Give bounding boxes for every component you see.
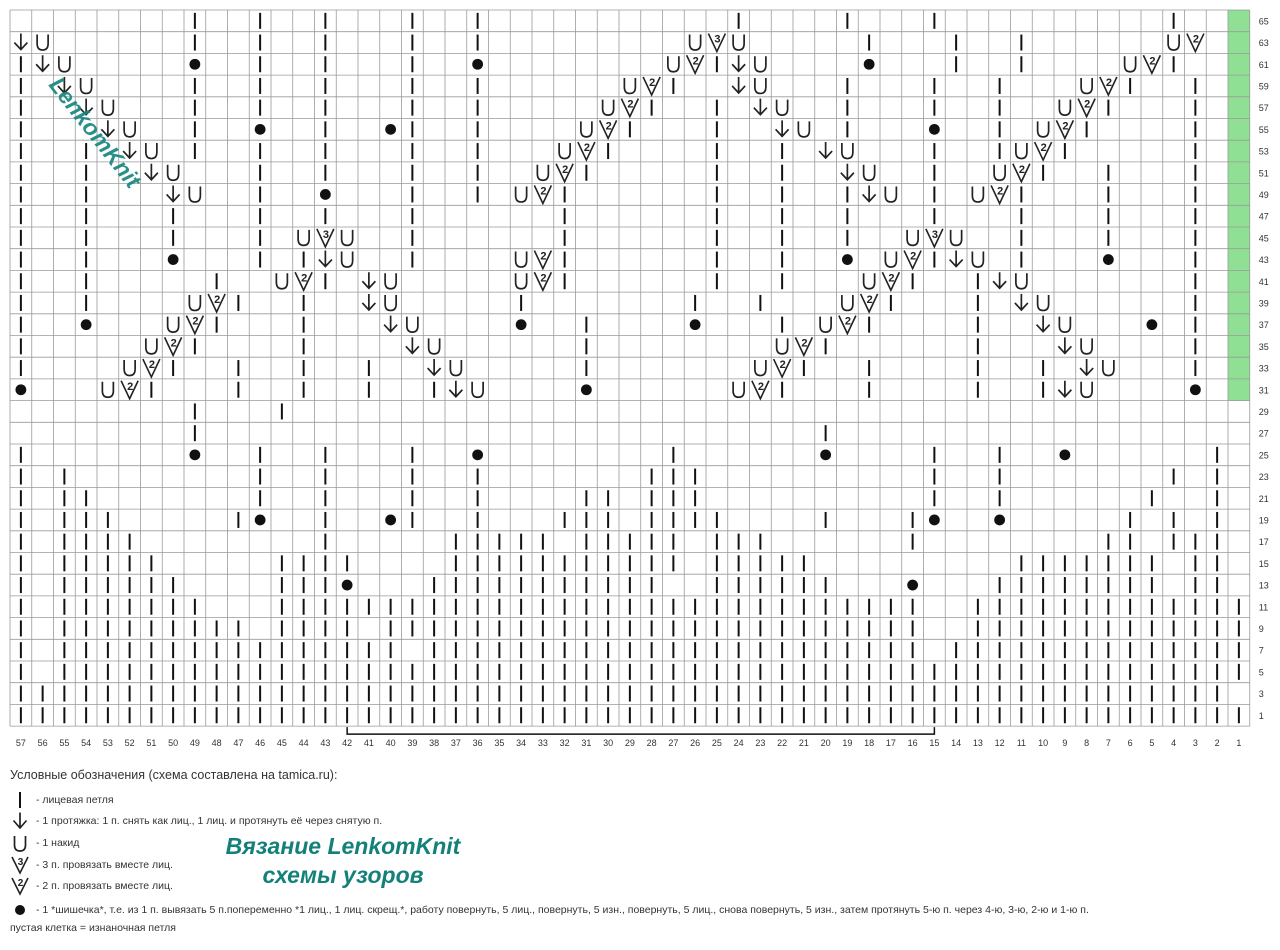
slip-arrow-symbol — [776, 120, 789, 136]
column-number: 18 — [864, 738, 875, 749]
yarn-over-symbol — [755, 56, 766, 72]
column-number: 52 — [124, 738, 135, 749]
row-number: 23 — [1258, 472, 1269, 483]
row-number: 25 — [1258, 450, 1269, 461]
bobble-symbol — [189, 449, 200, 460]
k2tog-icon — [10, 876, 30, 896]
column-number: 42 — [342, 738, 353, 749]
slip-arrow-symbol — [1058, 381, 1071, 397]
slip-arrow-symbol — [1058, 337, 1071, 353]
column-number: 53 — [102, 738, 113, 749]
column-number: 36 — [472, 738, 483, 749]
column-number: 25 — [711, 738, 722, 749]
column-number: 56 — [37, 738, 48, 749]
legend-title: Условные обозначения (схема составлена на tamica.ru): — [10, 768, 338, 782]
yarn-over-symbol — [168, 317, 179, 333]
bobble-symbol — [189, 59, 200, 70]
slip-arrow-symbol — [1080, 359, 1093, 375]
column-number: 57 — [15, 738, 26, 749]
bobble-symbol — [581, 384, 592, 395]
slip-arrow-symbol — [732, 55, 745, 71]
decrease-number: 2 — [801, 337, 808, 350]
slip-arrow-symbol — [384, 316, 397, 332]
column-number: 44 — [298, 738, 309, 749]
yarn-over-symbol — [885, 186, 896, 202]
bobble-symbol — [864, 59, 875, 70]
slip-arrow-symbol — [36, 55, 49, 71]
column-number: 9 — [1062, 738, 1068, 749]
slip-arrow-symbol — [754, 99, 767, 115]
column-number: 8 — [1084, 738, 1090, 749]
decrease-number: 2 — [1192, 33, 1199, 46]
slip-arrow-symbol — [449, 381, 462, 397]
row-number: 59 — [1258, 81, 1269, 92]
yarn-over-symbol — [1081, 78, 1092, 94]
slip-arrow-symbol — [14, 34, 27, 50]
decrease-number: 2 — [627, 98, 634, 111]
bobble-symbol — [929, 124, 940, 135]
bobble-symbol — [15, 384, 26, 395]
column-number: 48 — [211, 738, 222, 749]
svg-text:3: 3 — [17, 857, 24, 868]
column-number: 33 — [537, 738, 548, 749]
decrease-number: 2 — [866, 293, 873, 306]
decrease-number: 2 — [1062, 120, 1069, 133]
row-number: 27 — [1258, 428, 1269, 439]
column-number: 16 — [907, 738, 918, 749]
yarn-over-symbol — [755, 78, 766, 94]
yarn-over-symbol — [972, 186, 983, 202]
yarn-over-icon — [10, 833, 30, 853]
row-number: 13 — [1258, 580, 1269, 591]
yarn-over-symbol — [168, 165, 179, 181]
yarn-over-symbol — [102, 382, 113, 398]
bobble-icon — [10, 900, 30, 920]
column-number: 47 — [233, 738, 244, 749]
row-number: 1 — [1258, 710, 1264, 721]
bobble-symbol — [690, 319, 701, 330]
brand-caption — [206, 832, 480, 890]
slip-arrow-symbol — [950, 251, 963, 267]
yarn-over-symbol — [124, 360, 135, 376]
bobble-symbol — [842, 254, 853, 265]
bobble-symbol — [994, 515, 1005, 526]
yarn-over-symbol — [994, 165, 1005, 181]
column-number: 12 — [994, 738, 1005, 749]
legend-text: - 1 протяжка: 1 п. снять как лиц., 1 лиц. и протянуть её через снятую п. — [36, 815, 383, 827]
yarn-over-symbol — [733, 382, 744, 398]
row-number: 17 — [1258, 537, 1269, 548]
legend-text: - 2 п. провязать вместе лиц. — [36, 880, 173, 892]
decrease-number: 2 — [605, 120, 612, 133]
yarn-over-symbol — [1081, 382, 1092, 398]
bobble-symbol — [1059, 449, 1070, 460]
column-number: 50 — [168, 738, 179, 749]
bobble-symbol — [255, 515, 266, 526]
column-number: 2 — [1214, 738, 1220, 749]
column-number: 14 — [951, 738, 962, 749]
yarn-over-symbol — [842, 295, 853, 311]
bobble-symbol — [472, 449, 483, 460]
yarn-over-symbol — [342, 230, 353, 246]
column-number: 30 — [603, 738, 614, 749]
legend-item-yarnover — [10, 833, 79, 853]
column-number: 54 — [81, 738, 92, 749]
yarn-over-symbol — [146, 143, 157, 159]
row-number: 55 — [1258, 124, 1269, 135]
yarn-over-symbol — [124, 121, 135, 137]
decrease-number: 3 — [714, 33, 721, 46]
decrease-number: 2 — [844, 315, 851, 328]
row-number: 35 — [1258, 341, 1269, 352]
yarn-over-symbol — [559, 143, 570, 159]
yarn-over-symbol — [864, 165, 875, 181]
yarn-over-symbol — [429, 338, 440, 354]
yarn-over-symbol — [516, 273, 527, 289]
row-number: 3 — [1258, 689, 1264, 700]
decrease-number: 2 — [1105, 76, 1112, 89]
slip-arrow-symbol — [167, 185, 180, 201]
decrease-number: 2 — [170, 337, 177, 350]
row-number: 39 — [1258, 298, 1269, 309]
decrease-number: 2 — [649, 76, 656, 89]
yarn-over-symbol — [276, 273, 287, 289]
bobble-symbol — [516, 319, 527, 330]
yarn-over-symbol — [733, 35, 744, 51]
row-number: 63 — [1258, 38, 1269, 49]
knit-symbol-icon — [10, 790, 30, 810]
yarn-over-symbol — [450, 360, 461, 376]
yarn-over-symbol — [603, 100, 614, 116]
decrease-number: 2 — [1040, 142, 1047, 155]
bobble-symbol — [472, 59, 483, 70]
yarn-over-symbol — [472, 382, 483, 398]
row-number: 21 — [1258, 493, 1269, 504]
decrease-number: 2 — [192, 315, 199, 328]
decrease-number: 2 — [583, 142, 590, 155]
column-numbers — [16, 738, 1242, 748]
column-number: 27 — [668, 738, 679, 749]
yarn-over-symbol — [1059, 317, 1070, 333]
column-number: 7 — [1105, 738, 1111, 749]
column-number: 3 — [1192, 738, 1198, 749]
row-number: 53 — [1258, 146, 1269, 157]
column-number: 24 — [733, 738, 744, 749]
yarn-over-symbol — [516, 186, 527, 202]
yarn-over-symbol — [1081, 338, 1092, 354]
stitch-symbols — [14, 13, 1239, 723]
column-number: 49 — [189, 738, 200, 749]
row-number: 65 — [1258, 16, 1269, 27]
decrease-number: 3 — [322, 228, 329, 241]
yarn-over-symbol — [516, 252, 527, 267]
column-number: 40 — [385, 738, 396, 749]
column-number: 55 — [59, 738, 70, 749]
yarn-over-symbol — [1038, 121, 1049, 137]
decrease-number: 2 — [301, 272, 308, 285]
yarn-over-symbol — [537, 165, 548, 181]
decrease-number: 2 — [1149, 55, 1156, 68]
k3tog-icon — [10, 855, 30, 875]
yarn-over-symbol — [298, 230, 309, 246]
column-number: 20 — [820, 738, 831, 749]
slip-arrow-symbol — [863, 185, 876, 201]
slip-arrow-symbol — [841, 164, 854, 180]
brand-line-1: Вязание LenkomKnit — [225, 833, 461, 859]
legend-text: - 3 п. провязать вместе лиц. — [36, 859, 173, 871]
bobble-symbol — [342, 580, 353, 591]
column-number: 38 — [429, 738, 440, 749]
row-number: 33 — [1258, 363, 1269, 374]
legend-item-knit — [10, 790, 114, 810]
bobble-symbol — [1103, 254, 1114, 265]
yarn-over-symbol — [951, 230, 962, 246]
column-number: 21 — [798, 738, 809, 749]
column-number: 22 — [777, 738, 788, 749]
slip-arrow-symbol — [319, 251, 332, 267]
slip-arrow-symbol — [362, 272, 375, 288]
decrease-number: 2 — [757, 380, 764, 393]
yarn-over-symbol — [624, 78, 635, 94]
legend-text: пустая клетка = изнаночная петля — [10, 922, 176, 934]
decrease-number: 2 — [997, 185, 1004, 198]
decrease-number: 2 — [562, 163, 569, 176]
yarn-over-symbol — [1059, 100, 1070, 116]
slip-arrow-symbol — [428, 359, 441, 375]
column-number: 4 — [1171, 738, 1177, 749]
yarn-over-symbol — [1016, 273, 1027, 289]
yarn-over-symbol — [820, 317, 831, 333]
column-number: 43 — [320, 738, 331, 749]
row-number: 61 — [1258, 59, 1269, 70]
yarn-over-symbol — [407, 317, 418, 333]
slip-arrow-symbol — [819, 142, 832, 158]
row-number: 9 — [1258, 623, 1264, 634]
row-number: 11 — [1258, 602, 1269, 613]
yarn-over-symbol — [385, 295, 396, 311]
column-number: 34 — [516, 738, 527, 749]
slip-arrow-symbol — [732, 77, 745, 93]
decrease-number: 2 — [214, 293, 221, 306]
decrease-number: 2 — [540, 272, 547, 285]
yarn-over-symbol — [668, 56, 679, 72]
row-number: 57 — [1258, 103, 1269, 114]
yarn-over-symbol — [37, 35, 48, 51]
row-number: 7 — [1258, 645, 1264, 656]
row-number: 5 — [1258, 667, 1264, 678]
column-number: 10 — [1038, 738, 1049, 749]
decrease-number: 2 — [692, 55, 699, 68]
legend-text: - 1 накид — [36, 837, 80, 849]
row-numbers — [1259, 16, 1269, 720]
column-number: 41 — [363, 738, 374, 749]
column-number: 26 — [690, 738, 701, 749]
decrease-number: 2 — [888, 272, 895, 285]
row-number: 51 — [1258, 168, 1269, 179]
yarn-over-symbol — [885, 252, 896, 267]
column-number: 51 — [146, 738, 157, 749]
yarn-over-symbol — [842, 143, 853, 159]
column-number: 13 — [972, 738, 983, 749]
column-number: 6 — [1127, 738, 1133, 749]
slip-arrow-symbol — [145, 164, 158, 180]
row-number: 19 — [1258, 515, 1269, 526]
yarn-over-symbol — [342, 252, 353, 267]
column-number: 15 — [929, 738, 940, 749]
legend-item-purl — [10, 918, 176, 938]
legend-text: - лицевая петля — [36, 794, 114, 806]
watermark-text: LenkomKnit — [44, 72, 147, 193]
row-number: 43 — [1258, 255, 1269, 266]
decrease-number: 2 — [1018, 163, 1025, 176]
arrow-down-icon — [10, 811, 30, 831]
yarn-over-symbol — [1168, 35, 1179, 51]
bobble-symbol — [168, 254, 179, 265]
yarn-over-symbol — [798, 121, 809, 137]
column-number: 31 — [581, 738, 592, 749]
bobble-symbol — [385, 124, 396, 135]
bobble-symbol — [81, 319, 92, 330]
yarn-over-symbol — [907, 230, 918, 246]
column-number: 37 — [450, 738, 461, 749]
decrease-number: 3 — [931, 228, 938, 241]
legend-item-slip — [10, 811, 382, 831]
row-number: 49 — [1258, 189, 1269, 200]
yarn-over-symbol — [777, 338, 788, 354]
yarn-over-symbol — [1103, 360, 1114, 376]
row-number: 31 — [1258, 385, 1269, 396]
decrease-number: 2 — [1084, 98, 1091, 111]
decrease-number: 2 — [540, 185, 547, 198]
slip-arrow-symbol — [406, 337, 419, 353]
column-number: 32 — [559, 738, 570, 749]
yarn-over-symbol — [1125, 56, 1136, 72]
decrease-number: 2 — [148, 359, 155, 372]
slip-arrow-symbol — [993, 272, 1006, 288]
bobble-symbol — [385, 515, 396, 526]
row-number: 15 — [1258, 558, 1269, 569]
bobble-symbol — [820, 449, 831, 460]
column-number: 17 — [885, 738, 896, 749]
bobble-symbol — [1190, 384, 1201, 395]
legend-item-bobble — [10, 900, 1089, 920]
row-number: 45 — [1258, 233, 1269, 244]
decrease-number: 2 — [910, 250, 917, 263]
legend-text: - 1 *шишечка*, т.е. из 1 п. вывязать 5 п.попеременно *1 лиц., 1 лиц. скрещ.*, работу повернуть, 5 лиц., повернуть, 5 изн., повернуть, 5 лиц., снова повернуть, 5 изн., затем протянуть 5-ю п. через 4-ю, 3-ю, 2-ю и 1-ю п. — [36, 904, 1089, 916]
column-number: 29 — [624, 738, 635, 749]
yarn-over-symbol — [777, 100, 788, 116]
column-number: 45 — [276, 738, 287, 749]
slip-arrow-symbol — [1037, 316, 1050, 332]
decrease-number: 2 — [127, 380, 134, 393]
row-number: 41 — [1258, 276, 1269, 287]
column-number: 35 — [494, 738, 505, 749]
bobble-symbol — [255, 124, 266, 135]
bobble-symbol — [907, 580, 918, 591]
repeat-bracket — [347, 727, 934, 734]
column-number: 1 — [1236, 738, 1242, 749]
yarn-over-symbol — [1016, 143, 1027, 159]
yarn-over-symbol — [146, 338, 157, 354]
bobble-symbol — [1146, 319, 1157, 330]
yarn-over-symbol — [385, 273, 396, 289]
brand-line-2: схемы узоров — [262, 862, 424, 888]
row-number: 47 — [1258, 211, 1269, 222]
yarn-over-symbol — [102, 100, 113, 116]
yarn-over-symbol — [864, 273, 875, 289]
yarn-over-symbol — [972, 252, 983, 267]
row-number: 29 — [1258, 406, 1269, 417]
column-number: 28 — [646, 738, 657, 749]
column-number: 23 — [755, 738, 766, 749]
yarn-over-symbol — [581, 121, 592, 137]
column-number: 46 — [255, 738, 266, 749]
row-number: 37 — [1258, 320, 1269, 331]
yarn-over-symbol — [189, 186, 200, 202]
legend-item-k2tog — [10, 876, 173, 896]
column-number: 5 — [1149, 738, 1155, 749]
yarn-over-symbol — [189, 295, 200, 311]
yarn-over-symbol — [59, 56, 70, 72]
slip-arrow-symbol — [1015, 294, 1028, 310]
yarn-over-symbol — [81, 78, 92, 94]
bobble-symbol — [929, 515, 940, 526]
slip-arrow-symbol — [362, 294, 375, 310]
legend-item-k3tog — [10, 855, 173, 875]
decrease-number: 2 — [779, 359, 786, 372]
decrease-number: 2 — [540, 250, 547, 263]
bobble-symbol — [320, 189, 331, 200]
column-number: 19 — [842, 738, 853, 749]
svg-text:2: 2 — [17, 878, 24, 889]
column-number: 39 — [407, 738, 418, 749]
column-number: 11 — [1016, 738, 1027, 749]
yarn-over-symbol — [755, 360, 766, 376]
yarn-over-symbol — [1038, 295, 1049, 311]
yarn-over-symbol — [690, 35, 701, 51]
